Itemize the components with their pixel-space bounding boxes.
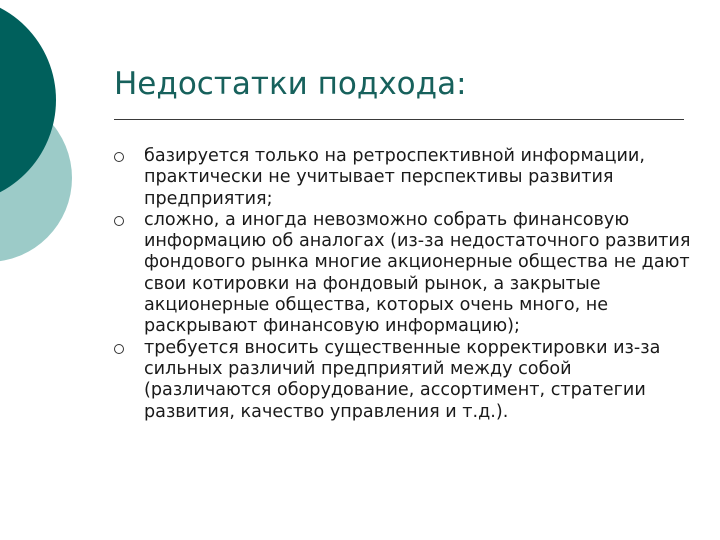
bullet-text: требуется вносить существенные корректировки из-за сильных различий предприятий между собой (различаются оборудование, ассортимент, стратегии развития, качество управления и т.д.). [144,337,661,422]
decorative-circles [0,0,90,300]
bullet-text: сложно, а иногда невозможно собрать финансовую информацию об аналогах (из-за недостаточного развития фондового рынка многие акционерные общества не дают свои котировки на фондовый рынок, а закрытые акционерные общества, которых очень много, не раскрывают финансовую информацию); [144,209,691,337]
bullet-item [112,210,697,338]
bullet-text: базируется только на ретроспективной информации, практически не учитывает перспективы развития предприятия; [144,146,645,209]
bullet-item [112,146,697,210]
bullet-item [112,338,697,423]
hollow-circle-bullet-icon [114,344,124,354]
slide-title: Недостатки подхода: [114,66,467,102]
bullet-list [112,146,697,423]
title-divider [114,119,684,120]
hollow-circle-bullet-icon [114,152,124,162]
hollow-circle-bullet-icon [114,216,124,226]
